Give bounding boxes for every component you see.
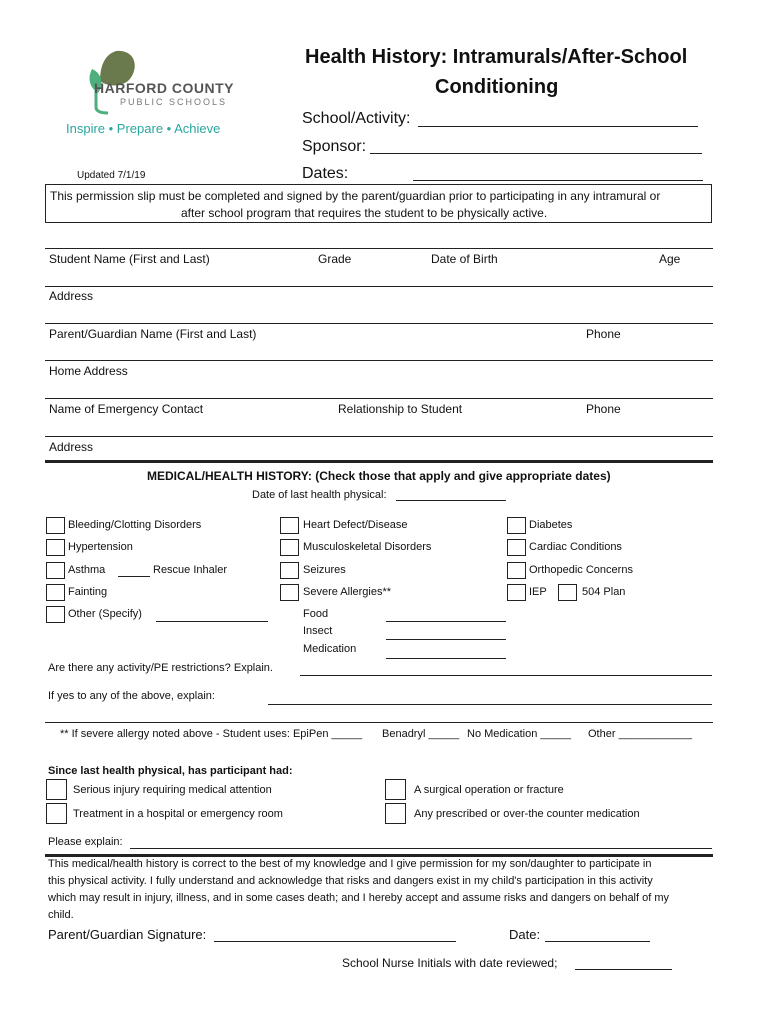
updated-date: Updated 7/1/19 bbox=[77, 170, 146, 181]
hypertension-label: Hypertension bbox=[68, 541, 133, 553]
address-label: Address bbox=[49, 289, 94, 303]
medical-heading: MEDICAL/HEALTH HISTORY: (Check those that apply and give appropriate dates) bbox=[147, 469, 611, 483]
diabetes-label: Diabetes bbox=[529, 519, 573, 531]
hospital-label: Treatment in a hospital or emergency room bbox=[73, 808, 283, 820]
please-explain-label: Please explain: bbox=[48, 836, 123, 848]
allergy-food-label: Food bbox=[303, 608, 329, 620]
school-activity-field[interactable] bbox=[418, 126, 698, 127]
nurse-initials-label: School Nurse Initials with date reviewed; bbox=[342, 956, 558, 970]
asthma-label: Asthma bbox=[68, 564, 106, 576]
allergies-checkbox[interactable] bbox=[280, 584, 299, 601]
bleeding-label: Bleeding/Clotting Disorders bbox=[68, 519, 202, 531]
student-name-label: Student Name (First and Last) bbox=[49, 252, 210, 266]
form-title-line1: Health History: Intramurals/After-School bbox=[305, 46, 688, 68]
benadryl-label: Benadryl _____ bbox=[382, 728, 460, 740]
restrictions-label: Are there any activity/PE restrictions? Explain. bbox=[48, 662, 273, 674]
plan504-label: 504 Plan bbox=[582, 586, 626, 598]
parent-name-label: Parent/Guardian Name (First and Last) bbox=[49, 327, 257, 341]
allergy-medication-label: Medication bbox=[303, 643, 357, 655]
if-yes-label: If yes to any of the above, explain: bbox=[48, 690, 215, 702]
district-sub: PUBLIC SCHOOLS bbox=[120, 97, 228, 107]
allergy-food-field[interactable] bbox=[386, 621, 506, 622]
rescue-inhaler-field[interactable] bbox=[118, 576, 150, 577]
medication-label: Any prescribed or over-the counter medication bbox=[414, 808, 640, 820]
phone-label: Phone bbox=[586, 327, 621, 341]
date-field[interactable] bbox=[545, 941, 650, 942]
other-checkbox[interactable] bbox=[46, 606, 65, 623]
allergy-medication-field[interactable] bbox=[386, 658, 506, 659]
heart-checkbox[interactable] bbox=[280, 517, 299, 534]
district-logo bbox=[62, 45, 272, 145]
asthma-checkbox[interactable] bbox=[46, 562, 65, 579]
diabetes-checkbox[interactable] bbox=[507, 517, 526, 534]
please-explain-field[interactable] bbox=[130, 848, 712, 849]
sponsor-label: Sponsor: bbox=[302, 138, 367, 155]
dates-field[interactable] bbox=[413, 180, 703, 181]
fainting-label: Fainting bbox=[68, 586, 108, 598]
allergies-label: Severe Allergies** bbox=[303, 586, 392, 598]
form-title-line2: Conditioning bbox=[435, 76, 559, 98]
emergency-phone-label: Phone bbox=[586, 402, 621, 416]
signature-label: Parent/Guardian Signature: bbox=[48, 927, 207, 942]
allergy-insect-label: Insect bbox=[303, 625, 333, 637]
consent-line3: which may result in injury, illness, and in some cases death; and I hereby accept and assume risks and dangers on behalf of my bbox=[48, 892, 670, 904]
grade-label: Grade bbox=[318, 252, 352, 266]
serious-injury-label: Serious injury requiring medical attention bbox=[73, 784, 272, 796]
district-tagline: Inspire • Prepare • Achieve bbox=[66, 121, 221, 136]
hypertension-checkbox[interactable] bbox=[46, 539, 65, 556]
other-specify-field[interactable] bbox=[156, 621, 268, 622]
nurse-initials-field[interactable] bbox=[575, 969, 672, 970]
surgery-checkbox[interactable] bbox=[385, 779, 406, 800]
signature-field[interactable] bbox=[214, 941, 456, 942]
orthopedic-checkbox[interactable] bbox=[507, 562, 526, 579]
seizures-label: Seizures bbox=[303, 564, 346, 576]
restrictions-field[interactable] bbox=[300, 675, 712, 676]
heart-label: Heart Defect/Disease bbox=[303, 519, 408, 531]
medication-checkbox[interactable] bbox=[385, 803, 406, 824]
hospital-checkbox[interactable] bbox=[46, 803, 67, 824]
sponsor-field[interactable] bbox=[370, 153, 702, 154]
district-name: HARFORD COUNTY bbox=[94, 80, 234, 96]
plan504-checkbox[interactable] bbox=[558, 584, 577, 601]
if-yes-field[interactable] bbox=[268, 704, 712, 705]
emergency-contact-label: Name of Emergency Contact bbox=[49, 402, 204, 416]
seizures-checkbox[interactable] bbox=[280, 562, 299, 579]
rescue-inhaler-label: Rescue Inhaler bbox=[153, 564, 227, 576]
consent-line4: child. bbox=[48, 909, 74, 921]
notice-line1: This permission slip must be completed and signed by the parent/guardian prior to participating in any intramural or bbox=[50, 189, 661, 203]
bleeding-checkbox[interactable] bbox=[46, 517, 65, 534]
school-activity-label: School/Activity: bbox=[302, 110, 411, 127]
musculoskeletal-checkbox[interactable] bbox=[280, 539, 299, 556]
serious-injury-checkbox[interactable] bbox=[46, 779, 67, 800]
no-medication-label: No Medication _____ bbox=[467, 728, 571, 740]
last-physical-label: Date of last health physical: bbox=[252, 489, 387, 501]
emergency-address-label: Address bbox=[49, 440, 94, 454]
orthopedic-label: Orthopedic Concerns bbox=[529, 564, 633, 576]
allergy-use-label: ** If severe allergy noted above - Student uses: EpiPen _____ bbox=[60, 728, 363, 740]
date-label: Date: bbox=[509, 927, 541, 942]
notice-line2: after school program that requires the student to be physically active. bbox=[181, 206, 548, 220]
dates-label: Dates: bbox=[302, 165, 349, 182]
musculoskeletal-label: Musculoskeletal Disorders bbox=[303, 541, 432, 553]
other-med-label: Other ____________ bbox=[588, 728, 692, 740]
relationship-label: Relationship to Student bbox=[338, 402, 463, 416]
notice-box bbox=[45, 184, 712, 223]
fainting-checkbox[interactable] bbox=[46, 584, 65, 601]
since-heading: Since last health physical, has participant had: bbox=[48, 765, 293, 777]
dob-label: Date of Birth bbox=[431, 252, 498, 266]
last-physical-field[interactable] bbox=[396, 500, 506, 501]
iep-label: IEP bbox=[529, 586, 547, 598]
cardiac-label: Cardiac Conditions bbox=[529, 541, 622, 553]
allergy-insect-field[interactable] bbox=[386, 639, 506, 640]
age-label: Age bbox=[659, 252, 681, 266]
consent-line1: This medical/health history is correct to the best of my knowledge and I give permission for my son/daughter to participate in bbox=[48, 858, 652, 870]
iep-checkbox[interactable] bbox=[507, 584, 526, 601]
consent-line2: this physical activity. I fully understand and acknowledge that risks and dangers exist in my child's participation in this activity bbox=[48, 875, 653, 887]
surgery-label: A surgical operation or fracture bbox=[414, 784, 564, 796]
cardiac-checkbox[interactable] bbox=[507, 539, 526, 556]
other-label: Other (Specify) bbox=[68, 608, 142, 620]
home-address-label: Home Address bbox=[49, 364, 128, 378]
